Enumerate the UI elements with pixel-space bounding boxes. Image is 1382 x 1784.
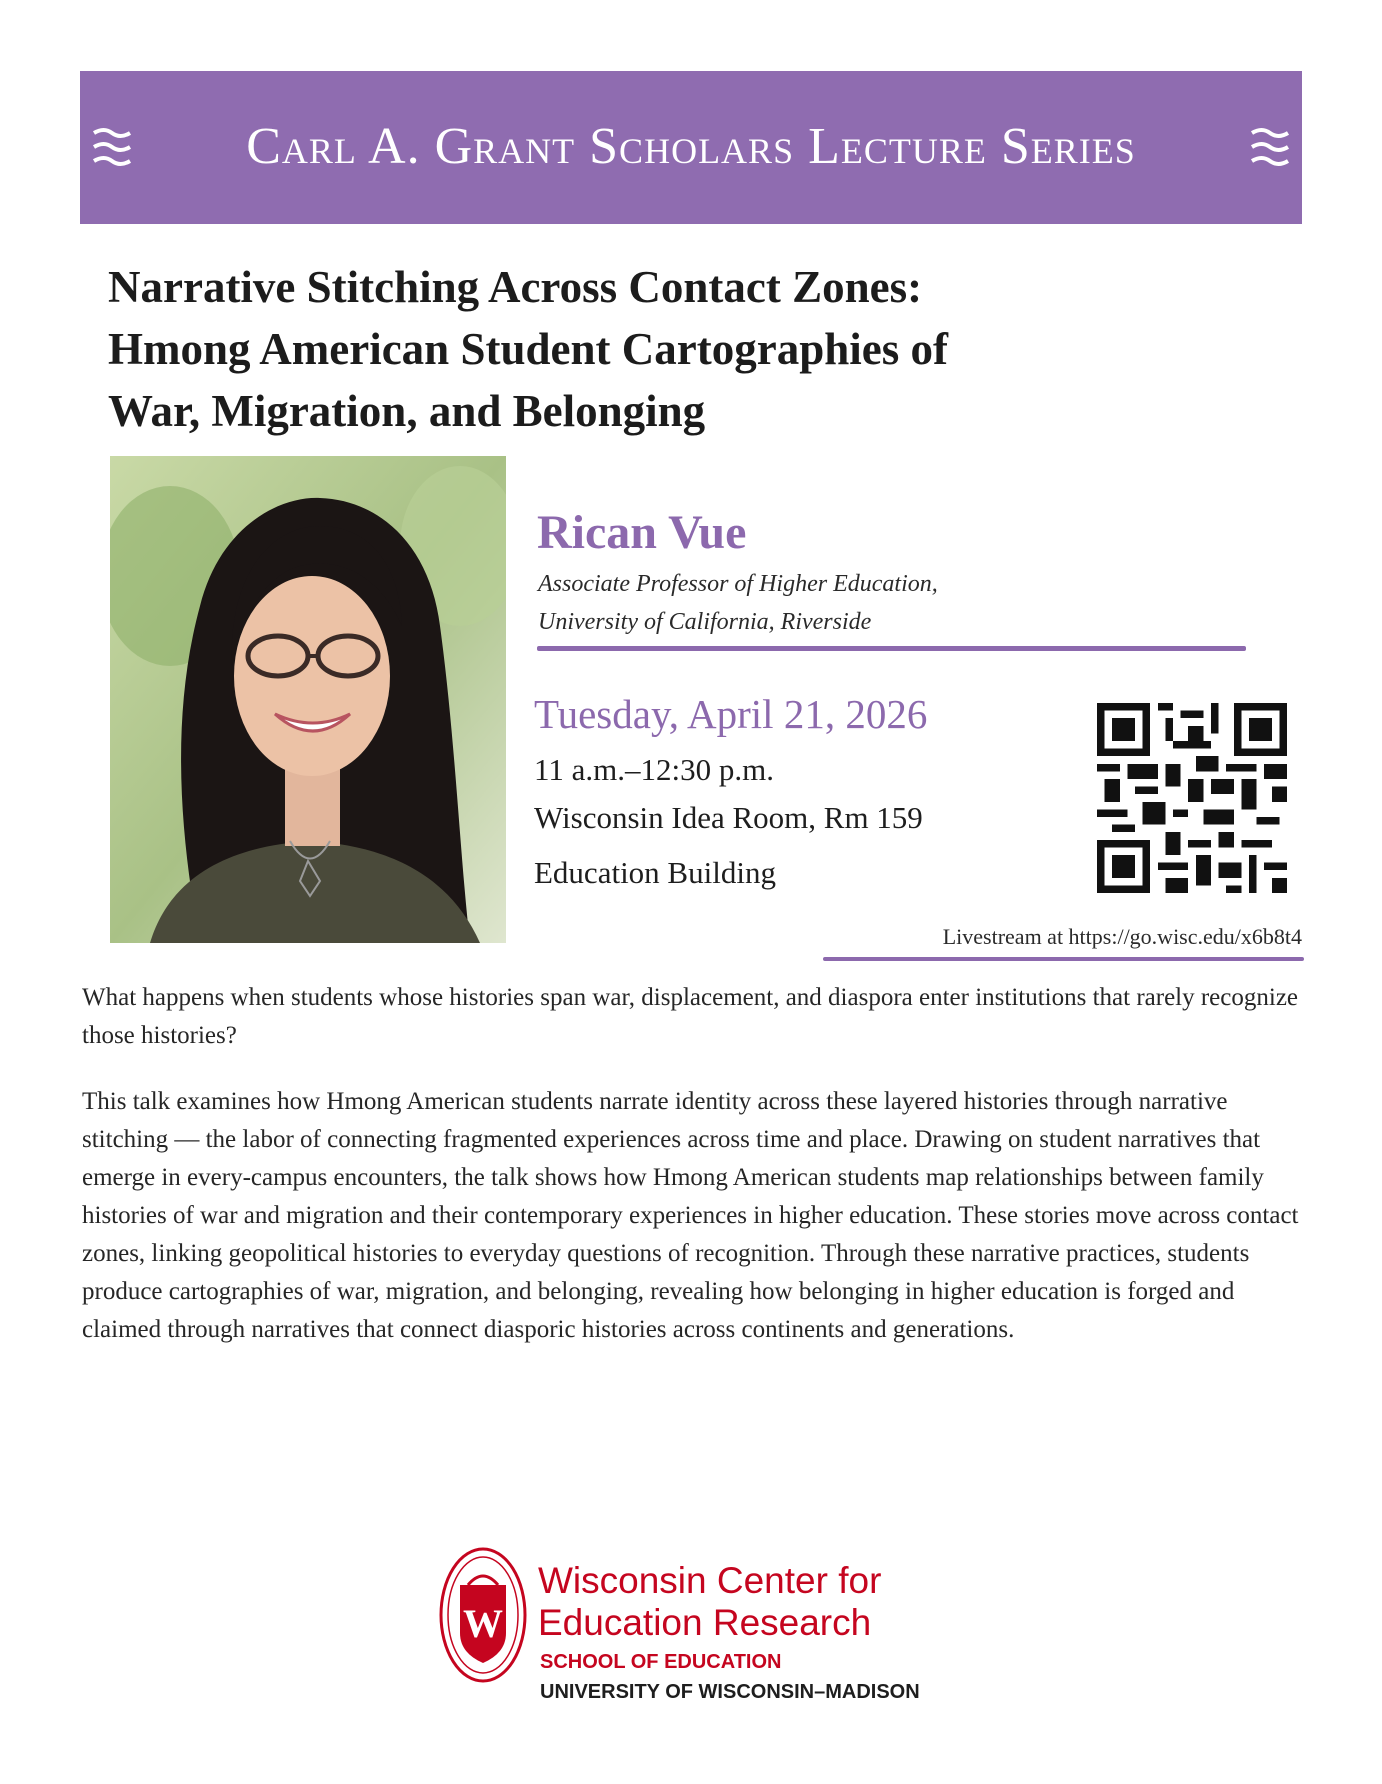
school-name: SCHOOL OF EDUCATION xyxy=(540,1651,782,1673)
org-name-line: Education Research xyxy=(538,1602,872,1643)
event-date: Tuesday, April 21, 2026 xyxy=(534,691,928,737)
wave-icon-right xyxy=(1250,125,1290,169)
university-name: UNIVERSITY OF WISCONSIN–MADISON xyxy=(540,1681,920,1703)
event-room: Wisconsin Idea Room, Rm 159 xyxy=(534,800,923,835)
speaker-affiliation xyxy=(538,565,938,641)
event-time: 11 a.m.–12:30 p.m. xyxy=(534,752,774,787)
speaker-role-line: Associate Professor of Higher Education, xyxy=(538,571,938,597)
speaker-photo xyxy=(110,456,506,943)
uw-crest-icon xyxy=(438,1545,528,1685)
divider xyxy=(537,646,1246,651)
speaker-role-line: University of California, Riverside xyxy=(538,609,872,635)
event-building: Education Building xyxy=(534,855,776,890)
talk-title-line: Hmong American Student Cartographies of xyxy=(108,324,948,374)
series-title: Carl A. Grant Scholars Lecture Series xyxy=(246,118,1136,175)
svg-text:W: W xyxy=(463,1601,503,1646)
series-banner xyxy=(80,71,1302,224)
speaker-name: Rican Vue xyxy=(537,506,747,559)
talk-title xyxy=(108,256,1288,442)
qr-code-icon[interactable] xyxy=(1097,703,1287,893)
divider xyxy=(823,957,1304,961)
org-name-line: Wisconsin Center for xyxy=(538,1560,882,1601)
talk-abstract: This talk examines how Hmong American students narrate identity across these layered histories through narrative stitching — the labor of connecting fragmented experiences across time and place. Drawing on student narratives that emerge in every-campus encounters, the talk shows how Hmong American students map relationships between family histories of war and migration and their contemporary experiences in higher education. These stories move across contact zones, linking geopolitical histories to everyday questions of recognition. Through these narrative practices, students produce cartographies of war, migration, and belonging, revealing how belonging in higher education is forged and claimed through narratives that connect diasporic histories across continents and generations. xyxy=(82,1088,1299,1343)
livestream-link[interactable]: Livestream at https://go.wisc.edu/x6b8t4 xyxy=(942,924,1302,949)
speaker-portrait xyxy=(110,456,506,943)
talk-title-line: Narrative Stitching Across Contact Zones: xyxy=(108,262,923,312)
talk-title-line: War, Migration, and Belonging xyxy=(108,386,706,436)
intro-question: What happens when students whose histories span war, displacement, and diaspora enter institutions that rarely recognize those histories? xyxy=(82,984,1299,1049)
